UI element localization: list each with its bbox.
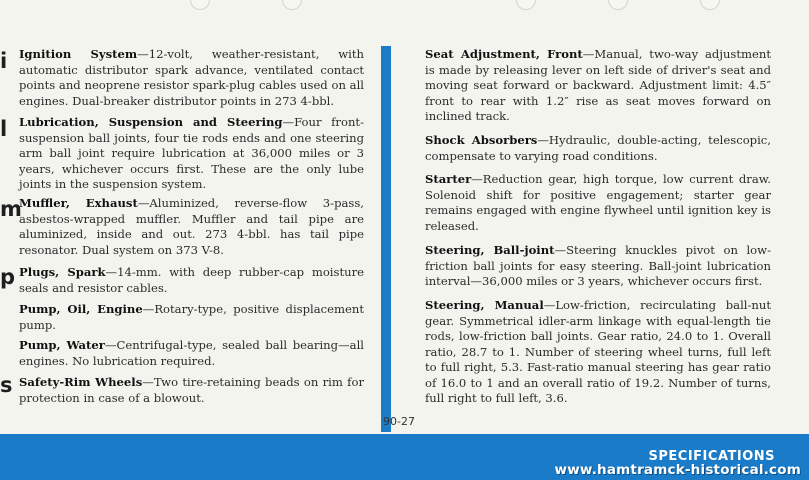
spec-entry-steering-ball-joint: [425, 243, 771, 290]
watermark: www.hamtramck-historical.com: [554, 462, 801, 478]
thumb-tab-s[interactable]: s: [0, 373, 13, 397]
punch-hole: [608, 0, 628, 10]
spec-entry-pump-oil-engine: [19, 302, 364, 333]
footer-bar: [0, 434, 809, 480]
spec-entry-ignition-system: [19, 47, 364, 109]
punch-hole: [282, 0, 302, 10]
spec-entry-safety-rim-wheels: [19, 375, 364, 406]
spec-text: —Aluminized, reverse-flow 3-pass, asbestos-wrapped muffler. Muffler and tail pipe are aluminized, inside and out. 273 4-bbl. has tail pipe resonator. Dual system on 373 V-8.: [19, 196, 364, 257]
spec-entry-steering-manual: [425, 298, 771, 407]
spec-term: Pump, Water: [19, 338, 105, 352]
spec-entry-pump-water: [19, 338, 364, 369]
page-number: 90-27: [383, 415, 415, 428]
spec-text: —Two tire-retaining beads on rim for protection in case of a blowout.: [19, 375, 364, 405]
spec-text: —Manual, two-way adjustment is made by releasing lever on left side of driver's seat and moving seat forward or backward. Adjustment limit: 4.5″ front to rear with 1.2″ rise as seat moves forward on inclined track.: [425, 47, 772, 123]
spec-text: —Low-friction, recirculating ball-nut gear. Symmetrical idler-arm linkage with equal-length tie rods, low-friction ball joints. Gear ratio, 24.0 to 1. Overall ratio, 28.7 to 1. Number of steering wheel turns, full left to full right, 5.3. Fast-ratio manual steering has gear ratio of 16.0 to 1 and an overall ratio of 19.2. Number of turns, full right to full left, 3.6.: [425, 298, 771, 405]
spec-term: Plugs, Spark: [19, 265, 106, 279]
spec-entry-lubrication: [19, 115, 364, 193]
spec-term: Seat Adjustment, Front: [425, 47, 583, 61]
spec-text: —Steering knuckles pivot on low-friction ball joints for easy steering. Ball-joint lubrication interval—36,000 miles or 3 years, whichever occurs first.: [425, 243, 771, 288]
section-title: SPECIFICATIONS: [648, 449, 775, 464]
spec-term: Ignition System: [19, 47, 138, 61]
spec-term: Starter: [425, 172, 472, 186]
spec-text: —Centrifugal-type, sealed ball bearing—all engines. No lubrication required.: [19, 338, 364, 368]
spec-term: Steering, Ball-joint: [425, 243, 555, 257]
spec-term: Pump, Oil, Engine: [19, 302, 143, 316]
spec-text: —Reduction gear, high torque, low current draw. Solenoid shift for positive engagement; starter gear remains engaged with engine flywheel until ignition key is released.: [425, 172, 771, 233]
spec-term: Shock Absorbers: [425, 133, 538, 147]
spec-text: —Rotary-type, positive displacement pump.: [19, 302, 364, 332]
thumb-tab-i[interactable]: i: [0, 49, 8, 73]
spec-text: —Four front-suspension ball joints, four tie rods ends and one steering arm ball joint require lubrication at 36,000 miles or 3 years, whichever occurs first. These are the only lube joints in the suspension system.: [19, 115, 364, 191]
spec-term: Steering, Manual: [425, 298, 544, 312]
punch-hole: [700, 0, 720, 10]
punch-hole: [516, 0, 536, 10]
thumb-tab-p[interactable]: p: [0, 265, 16, 289]
spec-entry-seat-adjustment: [425, 47, 771, 125]
punch-hole: [190, 0, 210, 10]
spec-text: —14-mm. with deep rubber-cap moisture seals and resistor cables.: [19, 265, 364, 295]
thumb-tab-l[interactable]: l: [0, 117, 8, 141]
spec-entry-plugs-spark: [19, 265, 364, 296]
spec-text: —12-volt, weather-resistant, with automatic distributor spark advance, ventilated contact points and neoprene resistor spark-plug cables used on all engines. Dual-breaker distributor points in 273 4-bbl.: [19, 47, 364, 108]
spec-term: Muffler, Exhaust: [19, 196, 138, 210]
spec-term: Lubrication, Suspension and Steering: [19, 115, 283, 129]
column-divider: [381, 46, 391, 432]
spec-entry-shock-absorbers: [425, 133, 771, 164]
spec-term: Safety-Rim Wheels: [19, 375, 143, 389]
thumb-tab-m[interactable]: m: [0, 197, 22, 221]
spec-entry-muffler-exhaust: [19, 196, 364, 258]
spec-entry-starter: [425, 172, 771, 234]
spec-text: —Hydraulic, double-acting, telescopic, compensate to varying road conditions.: [425, 133, 771, 163]
